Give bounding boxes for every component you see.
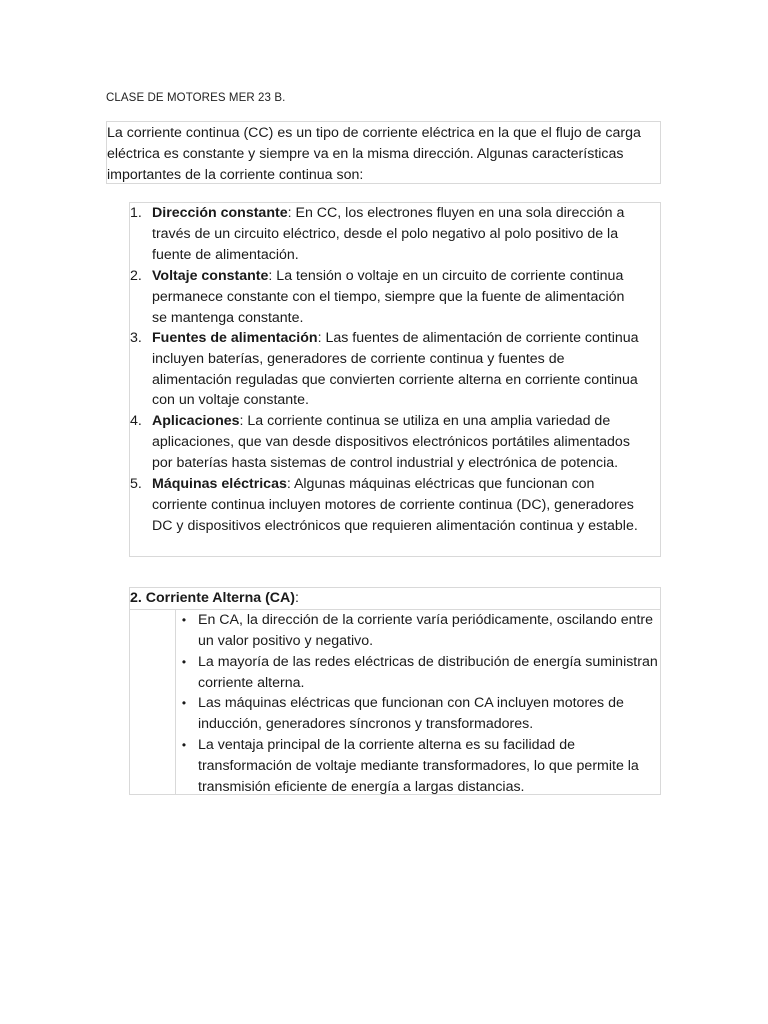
page-heading: CLASE DE MOTORES MER 23 B.	[106, 92, 286, 104]
bullet-icon: •	[181, 655, 187, 669]
ca-section	[129, 587, 661, 795]
ca-bullet-list	[175, 609, 661, 794]
list-item-term: Máquinas eléctricas	[152, 476, 287, 492]
list-item-number: 2.	[130, 268, 142, 284]
list-item-number: 4.	[130, 413, 142, 429]
list-item-text: La mayoría de las redes eléctricas de distribución de energía suministran corriente alterna.	[198, 654, 658, 691]
intro-paragraph: La corriente continua (CC) es un tipo de corriente eléctrica en la que el flujo de carga eléctrica es constante y siempre va en la misma dirección. Algunas características importantes de la corriente continua son:	[106, 121, 661, 184]
list-item-number: 1.	[130, 205, 142, 221]
list-item-term: Fuentes de alimentación	[152, 330, 318, 346]
list-item-text: En CA, la dirección de la corriente varía periódicamente, oscilando entre un valor positivo y negativo.	[198, 612, 654, 649]
cc-characteristics-list	[129, 202, 661, 557]
list-item-term: Aplicaciones	[152, 413, 240, 429]
list-item-text: Las máquinas eléctricas que funcionan con CA incluyen motores de inducción, generadores síncronos y transformadores.	[198, 695, 624, 732]
list-item-text: : La corriente continua se utiliza en una amplia variedad de aplicaciones, que van desde dispositivos electrónicos portátiles alimentados por baterías hasta sistemas de control industrial y electrónica de potencia.	[152, 413, 630, 471]
list-item-term: Voltaje constante	[152, 268, 269, 284]
list-item-number: 3.	[130, 330, 142, 346]
list-item-text: : Algunas máquinas eléctricas que funcionan con corriente continua incluyen motores de corriente continua (DC), generadores DC y dispositivos electrónicos que requieren alimentación continua y estable.	[152, 476, 638, 534]
ca-section-title	[130, 588, 660, 610]
list-item-number: 5.	[130, 476, 142, 492]
list-item-text: : En CC, los electrones fluyen en una sola dirección a través de un circuito eléctrico, desde el polo negativo al polo positivo de la fuente de alimentación.	[152, 205, 625, 263]
list-item-text: : Las fuentes de alimentación de corriente continua incluyen baterías, generadores de corriente continua y fuentes de alimentación reguladas que convierten corriente alterna en corriente continua con un voltaje constante.	[152, 330, 639, 409]
list-item-text: La ventaja principal de la corriente alterna es su facilidad de transformación de voltaje mediante transformadores, lo que permite la transmisión eficiente de energía a largas distancias.	[198, 737, 639, 795]
bullet-icon: •	[181, 613, 187, 627]
list-item-text: : La tensión o voltaje en un circuito de corriente continua permanece constante con el tiempo, siempre que la fuente de alimentación se mantenga constante.	[152, 268, 625, 326]
ca-title-suffix: :	[295, 590, 299, 606]
ca-title-text: 2. Corriente Alterna (CA)	[130, 590, 296, 606]
bullet-icon: •	[181, 696, 187, 710]
list-item-term: Dirección constante	[152, 205, 288, 221]
bullet-icon: •	[181, 738, 187, 752]
